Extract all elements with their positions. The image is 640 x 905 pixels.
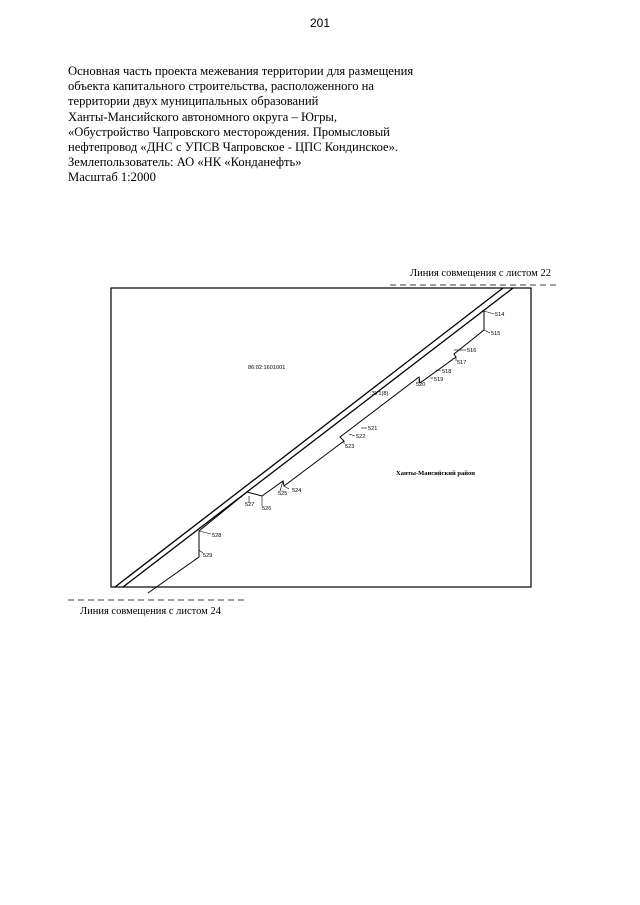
point-label: 523 (345, 444, 355, 450)
point-label: 528 (212, 533, 222, 539)
point-label: 526 (262, 506, 272, 512)
parcel-label: :ЗУ1(8) (370, 391, 389, 397)
header-line: территории двух муниципальных образований (68, 94, 319, 109)
scale-line: Масштаб 1:2000 (68, 170, 156, 185)
point-label: 519 (434, 377, 444, 383)
point-label: 524 (292, 488, 302, 494)
page-number: 201 (309, 16, 331, 30)
cadastral-block-label: 86:02:1601001 (248, 365, 286, 371)
point-label: 516 (467, 348, 477, 354)
point-label: 514 (495, 312, 505, 318)
road-edge-line (115, 288, 503, 587)
point-label: 515 (491, 331, 501, 337)
road-edge-line (123, 288, 513, 587)
header-line: Ханты-Мансийского автономного округа – Югры, (68, 109, 338, 124)
parcel-boundary (148, 311, 484, 593)
match-line-bottom-caption: Линия совмещения с листом 24 (80, 606, 221, 617)
point-label: 518 (442, 369, 452, 375)
point-label: 520 (416, 382, 426, 388)
header-line: «Обустройство Чапровского месторождения. Промысловый (68, 124, 390, 139)
point-label: 525 (278, 491, 288, 497)
district-label: Ханты-Мансийский район (396, 470, 475, 477)
header-line: Землепользователь: АО «НК «Конданефть» (68, 155, 302, 170)
header-line: Основная часть проекта межевания территории для размещения (68, 64, 414, 78)
header-line: объекта капитального строительства, расположенного на (68, 79, 374, 94)
point-label: 529 (203, 553, 213, 559)
header-line: нефтепровод «ДНС с УПСВ Чапровское - ЦПС Кондинское». (68, 140, 399, 155)
point-label: 522 (356, 434, 366, 440)
point-label: 521 (368, 426, 378, 432)
point-label: 517 (457, 360, 467, 366)
point-label: 527 (245, 502, 255, 508)
match-line-top-caption: Линия совмещения с листом 22 (410, 268, 551, 279)
